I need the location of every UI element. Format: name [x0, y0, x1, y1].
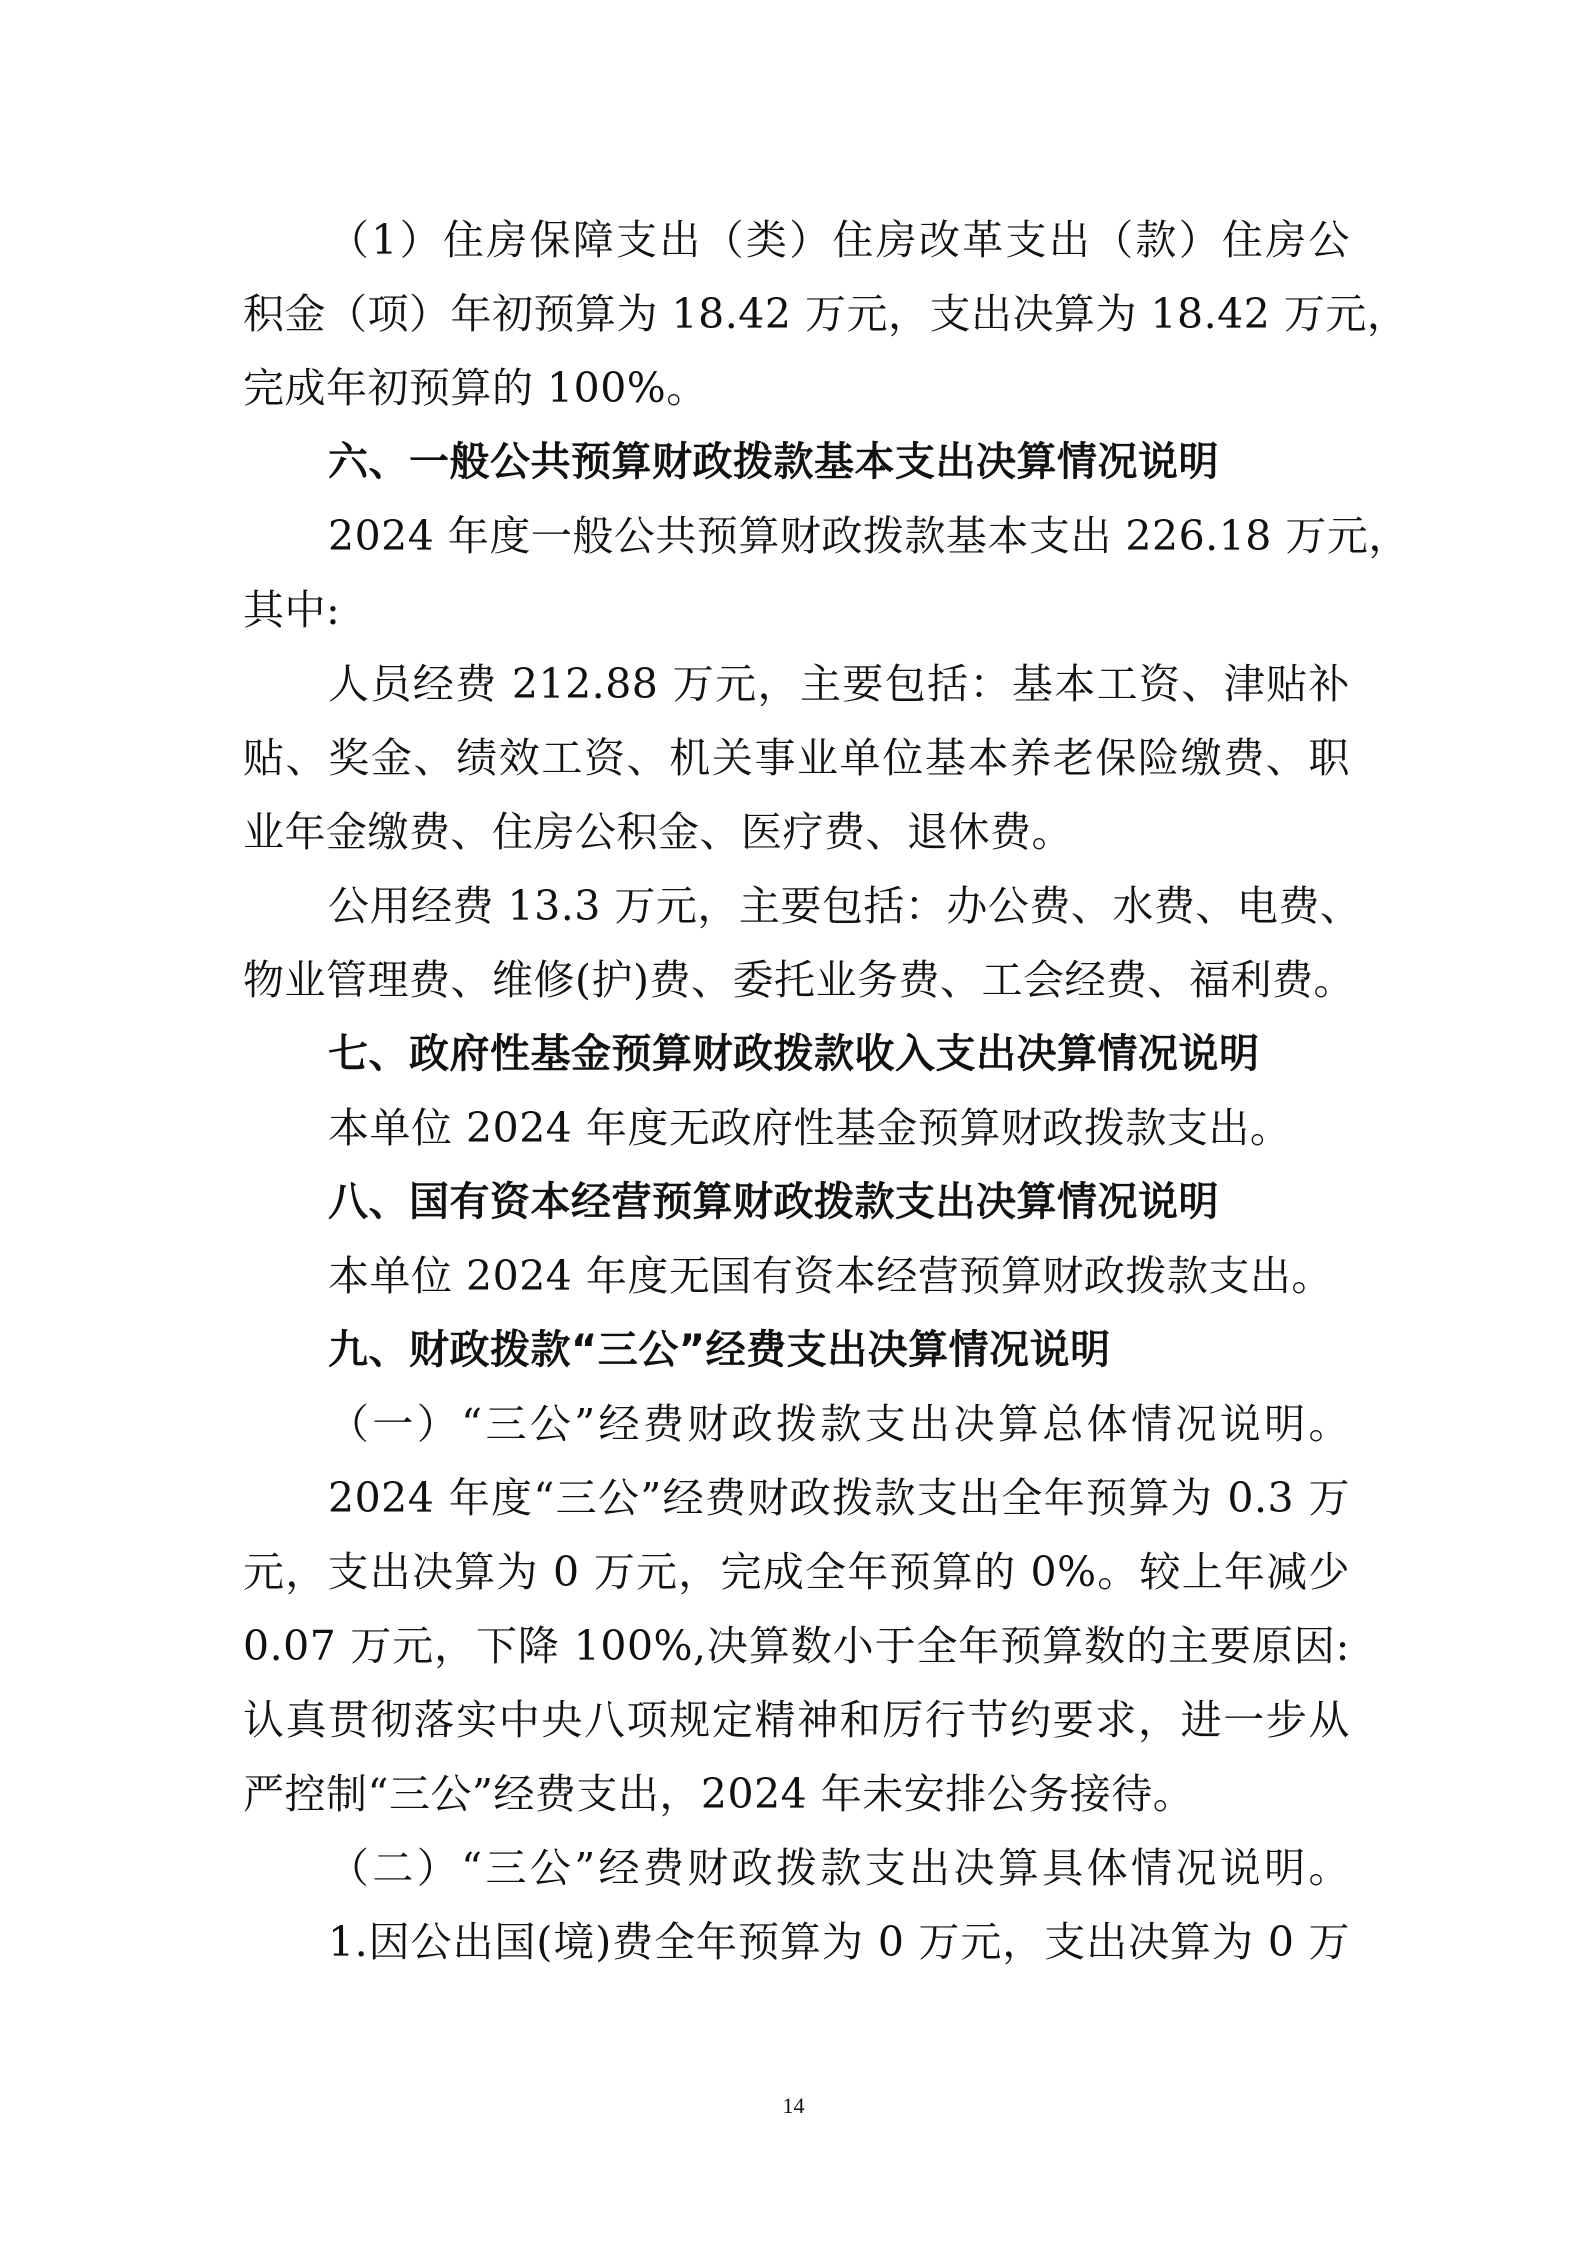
- paragraph-line: 物业管理费、维修(护)费、委托业务费、工会经费、福利费。: [243, 956, 1355, 1004]
- subsection-heading: （一）“三公”经费财政拨款支出决算总体情况说明。: [328, 1400, 1350, 1448]
- paragraph-line: 业年金缴费、住房公积金、医疗费、退休费。: [243, 808, 1073, 856]
- paragraph-line: 完成年初预算的 100%。: [243, 364, 708, 412]
- paragraph-line: 本单位 2024 年度无政府性基金预算财政拨款支出。: [328, 1104, 1292, 1152]
- paragraph-line: 人员经费 212.88 万元，主要包括：基本工资、津贴补: [328, 660, 1350, 708]
- page-number: 14: [782, 2093, 805, 2118]
- paragraph-line: 元，支出决算为 0 万元，完成全年预算的 0%。较上年减少: [243, 1548, 1350, 1596]
- paragraph-line: 1.因公出国(境)费全年预算为 0 万元，支出决算为 0 万: [328, 1918, 1350, 1966]
- paragraph-line: 积金（项）年初预算为 18.42 万元，支出决算为 18.42 万元，: [243, 290, 1409, 338]
- section-heading-6: 六、一般公共预算财政拨款基本支出决算情况说明: [328, 439, 1219, 485]
- paragraph-line: 本单位 2024 年度无国有资本经营预算财政拨款支出。: [328, 1252, 1333, 1300]
- section-heading-7: 七、政府性基金预算财政拨款收入支出决算情况说明: [328, 1031, 1260, 1077]
- paragraph-line: 认真贯彻落实中央八项规定精神和厉行节约要求，进一步从: [243, 1696, 1350, 1744]
- paragraph-line: 2024 年度一般公共预算财政拨款基本支出 226.18 万元，: [328, 512, 1410, 560]
- section-heading-9: 九、财政拨款“三公”经费支出决算情况说明: [328, 1327, 1111, 1373]
- paragraph-line: 2024 年度“三公”经费财政拨款支出全年预算为 0.3 万: [328, 1474, 1351, 1522]
- subsection-heading: （二）“三公”经费财政拨款支出决算具体情况说明。: [328, 1844, 1350, 1892]
- paragraph-line: 0.07 万元，下降 100%,决算数小于全年预算数的主要原因:: [243, 1622, 1350, 1670]
- paragraph-line: 公用经费 13.3 万元，主要包括：办公费、水费、电费、: [328, 882, 1362, 930]
- paragraph-line: （1）住房保障支出（类）住房改革支出（款）住房公: [328, 216, 1350, 264]
- paragraph-line: 贴、奖金、绩效工资、机关事业单位基本养老保险缴费、职: [243, 734, 1350, 782]
- paragraph-line: 其中:: [243, 586, 341, 634]
- section-heading-8: 八、国有资本经营预算财政拨款支出决算情况说明: [328, 1179, 1219, 1225]
- paragraph-line: 严控制“三公”经费支出，2024 年未安排公务接待。: [243, 1770, 1195, 1818]
